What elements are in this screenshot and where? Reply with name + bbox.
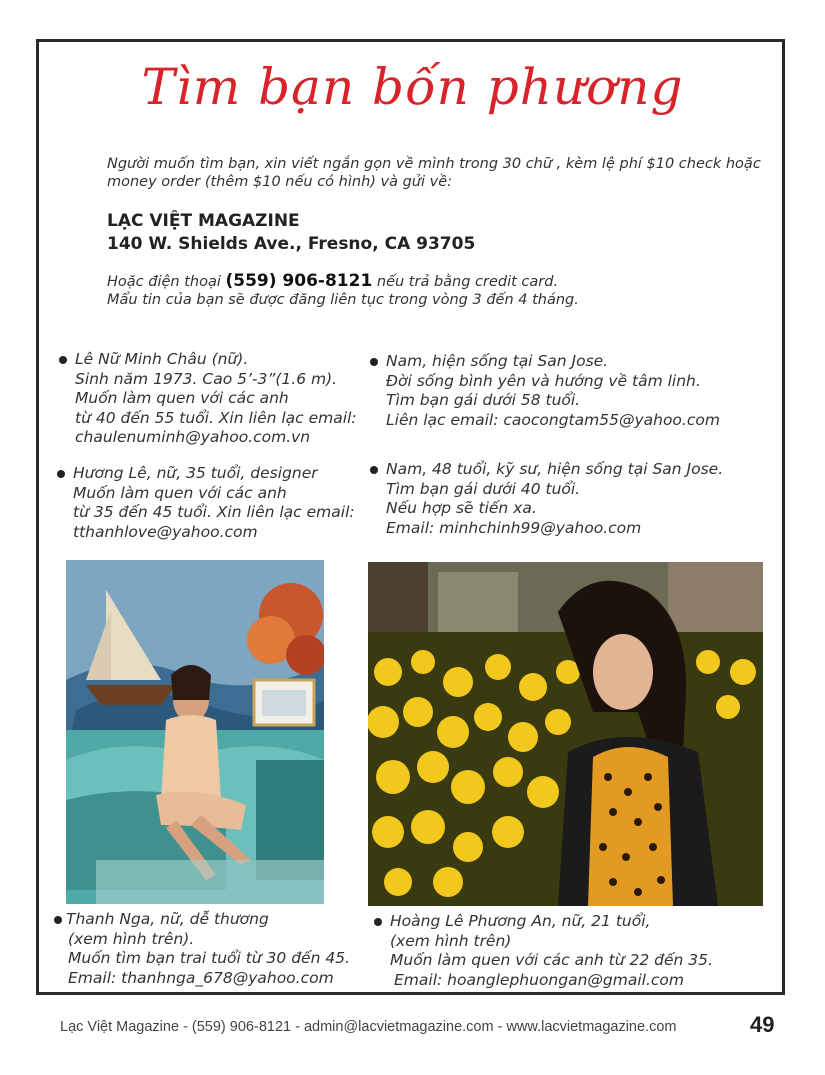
phone-number: (559) 906-8121	[225, 271, 373, 291]
ad-line: Tìm bạn gái dưới 40 tuổi.	[386, 479, 581, 498]
ad-line: Nam, 48 tuổi, kỹ sư, hiện sống tại San Jose.	[386, 460, 724, 478]
personal-ad	[75, 350, 357, 448]
phone-prefix: Hoặc điện thoại	[107, 274, 226, 290]
bullet-icon	[59, 356, 67, 364]
ad-line: Nam, hiện sống tại San Jose.	[386, 352, 609, 370]
ad-line: Muốn làm quen với các anh	[75, 389, 289, 407]
ad-line: Sinh năm 1973. Cao 5’-3”(1.6 m).	[75, 369, 338, 388]
page-number: 49	[750, 1012, 775, 1037]
magazine-name: LẠC VIỆT MAGAZINE	[107, 211, 300, 231]
ad-line: Email: hoanglephuongan@gmail.com	[394, 970, 684, 989]
ad-line: Tìm bạn gái dưới 58 tuổi.	[386, 391, 581, 409]
bullet-icon	[370, 466, 378, 474]
ad-line: (xem hình trên)	[390, 931, 512, 950]
ad-line: Muốn làm quen với các anh từ 22 đến 35.	[390, 951, 713, 969]
ad-line: Hương Lê, nữ, 35 tuổi, designer	[73, 464, 318, 482]
ad-line: Lê Nữ Minh Châu (nữ).	[75, 350, 249, 368]
ad-line: Email: thanhnga_678@yahoo.com	[68, 968, 334, 987]
ad-line: chaulenuminh@yahoo.com.vn	[75, 428, 311, 446]
bullet-icon	[370, 358, 378, 366]
personal-ad	[386, 352, 720, 430]
personal-ad	[390, 912, 713, 990]
bullet-icon	[57, 470, 65, 478]
intro-line-2: money order (thêm $10 nếu có hình) và gửi về:	[107, 174, 453, 190]
photo-hoang-le-phuong-an	[368, 562, 763, 906]
ad-line: Đời sống bình yên và hướng về tâm linh.	[386, 371, 701, 390]
personal-ad	[66, 910, 350, 988]
phone-suffix: nếu trả bằng credit card.	[372, 274, 559, 290]
phone-info	[107, 272, 767, 309]
intro-line-1: Người muốn tìm bạn, xin viết ngắn gọn về mình trong 30 chữ , kèm lệ phí $10 check hoặc	[107, 156, 761, 172]
bullet-icon	[54, 916, 62, 924]
ad-line: (xem hình trên).	[68, 929, 195, 948]
personal-ad	[386, 460, 723, 538]
intro-text	[107, 155, 767, 191]
street-address: 140 W. Shields Ave., Fresno, CA 93705	[107, 234, 476, 254]
page-title: Tìm bạn bốn phương	[141, 58, 684, 116]
personal-ad	[73, 464, 355, 542]
photo-thanh-nga	[66, 560, 324, 904]
ad-line: Hoàng Lê Phương An, nữ, 21 tuổi,	[390, 912, 651, 930]
ad-line: Email: minhchinh99@yahoo.com	[386, 518, 642, 537]
ad-line: Muốn tìm bạn trai tuổi từ 30 đến 45.	[68, 949, 350, 967]
page-footer: Lạc Việt Magazine - (559) 906-8121 - admin@lacvietmagazine.com - www.lacvietmagazine.com	[60, 1019, 677, 1035]
bullet-icon	[374, 918, 382, 926]
ad-line: Muốn làm quen với các anh	[73, 483, 287, 502]
mailing-address	[107, 210, 475, 256]
publish-duration-note: Mẩu tin của bạn sẽ được đăng liên tục trong vòng 3 đến 4 tháng.	[107, 292, 579, 308]
ad-line: Thanh Nga, nữ, dễ thương	[66, 910, 269, 928]
ad-line: từ 35 đến 45 tuổi. Xin liên lạc email:	[73, 503, 355, 521]
ad-line: Nếu hợp sẽ tiến xa.	[386, 499, 537, 517]
ad-line: từ 40 đến 55 tuổi. Xin liên lạc email:	[75, 408, 357, 427]
ad-line: tthanhlove@yahoo.com	[73, 522, 258, 541]
ad-line: Liên lạc email: caocongtam55@yahoo.com	[386, 410, 720, 429]
